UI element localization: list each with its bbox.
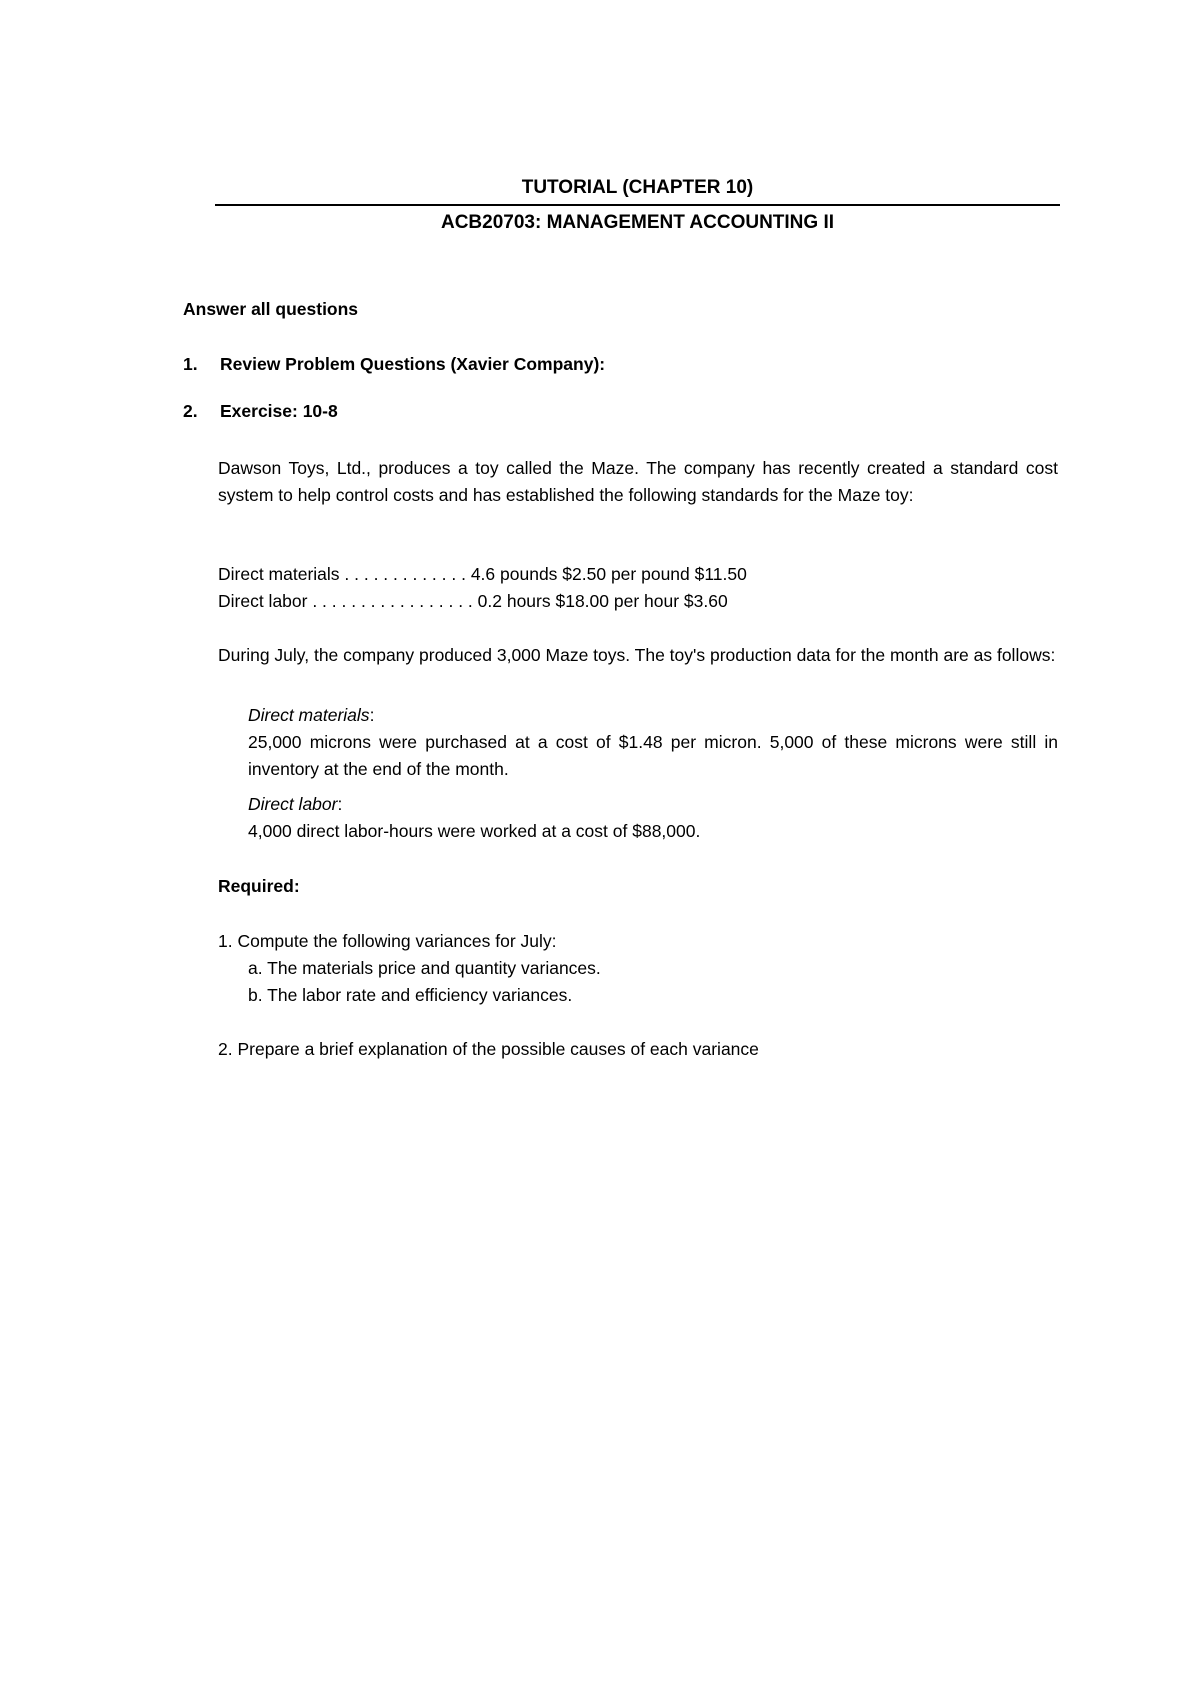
standard-direct-materials: Direct materials . . . . . . . . . . . . . 4.6 pounds $2.50 per pound $11.50 [218,564,747,584]
standard-direct-labor: Direct labor . . . . . . . . . . . . . . . . . 0.2 hours $18.00 per hour $3.60 [218,591,728,611]
question-1 [183,351,605,378]
materials-label-colon: : [369,705,375,725]
question-1-number: 1. [183,354,198,374]
instructions: Answer all questions [183,299,359,319]
labor-label-text: Direct labor [248,794,338,814]
materials-label [248,702,374,729]
title-divider [215,204,1060,206]
question-2 [183,398,338,425]
materials-text: 25,000 microns were purchased at a cost of $1.48 per micron. 5,000 of these microns were still in inventory at the end of the month. [248,732,1058,779]
required-item-1: 1. Compute the following variances for July: [218,931,557,951]
required-item-1b: b. The labor rate and efficiency variances. [248,985,573,1005]
production-intro: During July, the company produced 3,000 Maze toys. The toy's production data for the month are as follows: [218,645,1056,665]
required-item-2: 2. Prepare a brief explanation of the possible causes of each variance [218,1039,759,1059]
exercise-intro: Dawson Toys, Ltd., produces a toy called the Maze. The company has recently created a standard cost system to help control costs and has established the following standards for the Maze toy: [218,458,1058,505]
course-title: ACB20703: MANAGEMENT ACCOUNTING II [440,212,835,233]
labor-label-colon: : [337,794,343,814]
document-title: TUTORIAL (CHAPTER 10) [521,177,754,198]
required-item-1a: a. The materials price and quantity variances. [248,958,601,978]
required-heading: Required: [218,876,300,896]
question-2-number: 2. [183,401,198,421]
labor-label [248,791,342,818]
labor-text: 4,000 direct labor-hours were worked at a cost of $88,000. [248,821,701,841]
question-2-text: Exercise: 10-8 [220,401,338,421]
materials-label-text: Direct materials [248,705,370,725]
question-1-text: Review Problem Questions (Xavier Company): [220,354,606,374]
